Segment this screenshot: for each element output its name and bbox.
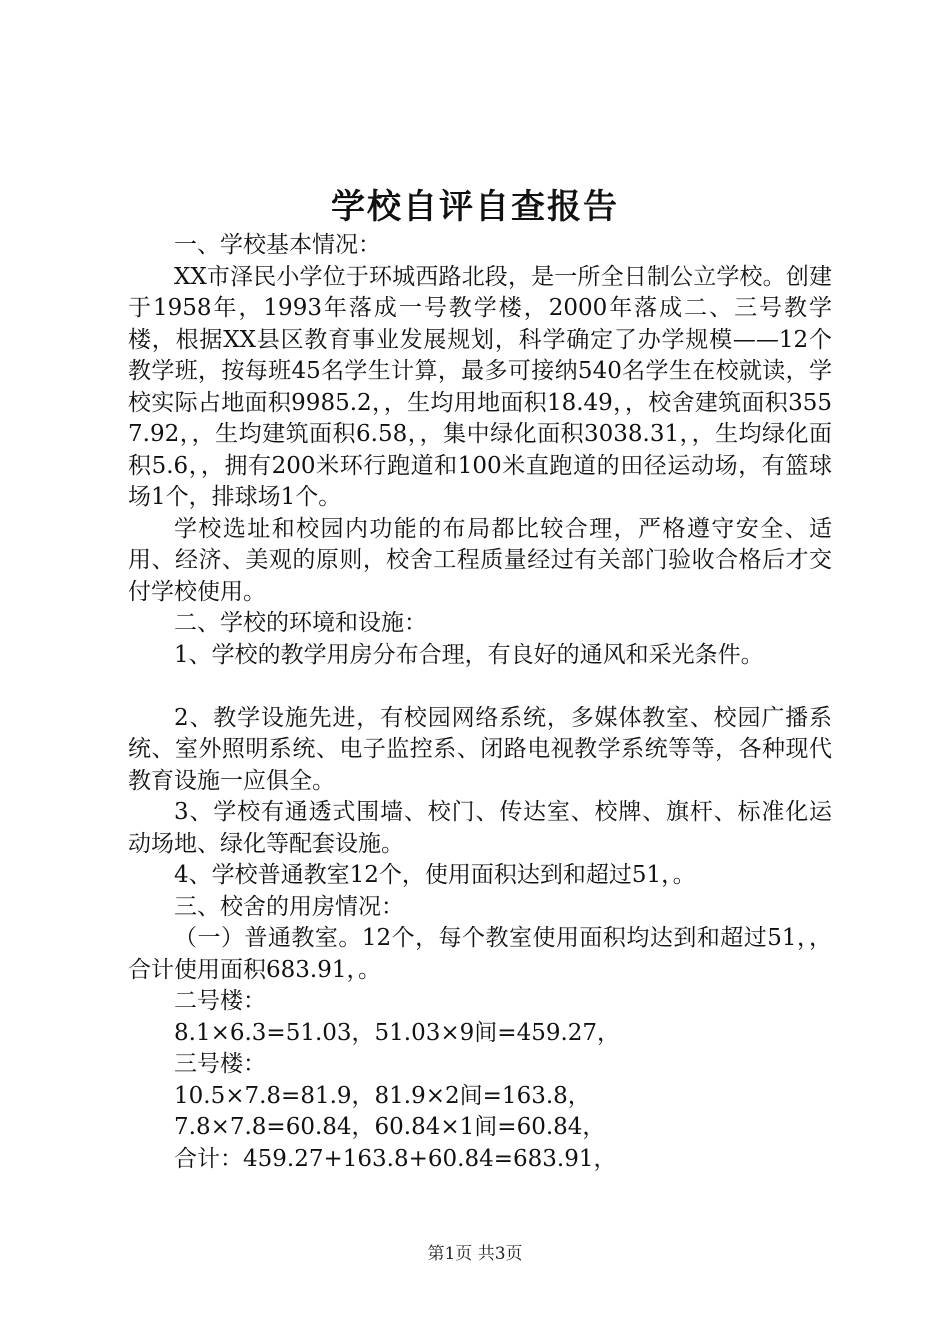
calc-building-3-a: 10.5×7.8=81.9，81.9×2间=163.8， xyxy=(174,1082,591,1109)
calc-building-3-b: 7.8×7.8=60.84，60.84×1间=60.84， xyxy=(174,1114,606,1140)
document-title: 学校自评自查报告 xyxy=(331,187,619,227)
label-building-2: 二号楼： xyxy=(174,988,266,1014)
paragraph-school-overview: XX市泽民小学位于环城西路北段，是一所全日制公立学校。创建于1958年，1993年落成一号教学楼，2000年落成二、三号教学楼，根据XX县区教育事业发展规划，科学确定了办学规模——12个教学班，按每班45名学生计算，最多可接纳540名学生在校就读，学校实际占地面积9985.2，，生均用地面积18.49，，校舍建筑面积3557.92，，生均建筑面积6.58，，集中绿化面积3038.31，，生均绿化面积5.6，，拥有200米环行跑道和100米直跑道的田径运动场，有篮球场1个，排球场1个。 xyxy=(128,263,832,510)
paragraph-item-3: 3、学校有通透式围墙、校门、传达室、校牌、旗杆、标准化运动场地、绿化等配套设施。 xyxy=(128,799,832,857)
section-heading-building-use: 三、校舍的用房情况： xyxy=(174,893,404,920)
paragraph-classrooms: （一）普通教室。12个，每个教室使用面积均达到和超过51，，合计使用面积683.91，。 xyxy=(128,925,832,983)
paragraph-item-2: 2、教学设施先进，有校园网络系统，多媒体教室、校园广播系统、室外照明系统、电子监控系、闭路电视教学系统等等，各种现代教育设施一应俱全。 xyxy=(128,704,832,794)
blank-line xyxy=(128,671,832,703)
calc-total: 合计：459.27+163.8+60.84=683.91， xyxy=(174,1145,617,1172)
paragraph-item-4: 4、学校普通教室12个，使用面积达到和超过51，。 xyxy=(174,862,696,888)
page-footer: 第1页 共3页 xyxy=(427,1244,523,1264)
document-body xyxy=(128,230,832,1175)
paragraph-item-1: 1、学校的教学用房分布合理，有良好的通风和采光条件。 xyxy=(174,641,764,668)
section-heading-basic-info: 一、学校基本情况： xyxy=(174,232,381,258)
section-heading-environment: 二、学校的环境和设施： xyxy=(174,610,427,636)
calc-building-2: 8.1×6.3=51.03，51.03×9间=459.27， xyxy=(174,1019,621,1046)
label-building-3: 三号楼： xyxy=(174,1051,266,1077)
paragraph-site-layout: 学校选址和校园内功能的布局都比较合理，严格遵守安全、适用、经济、美观的原则，校舍工程质量经过有关部门验收合格后才交付学校使用。 xyxy=(128,515,832,605)
